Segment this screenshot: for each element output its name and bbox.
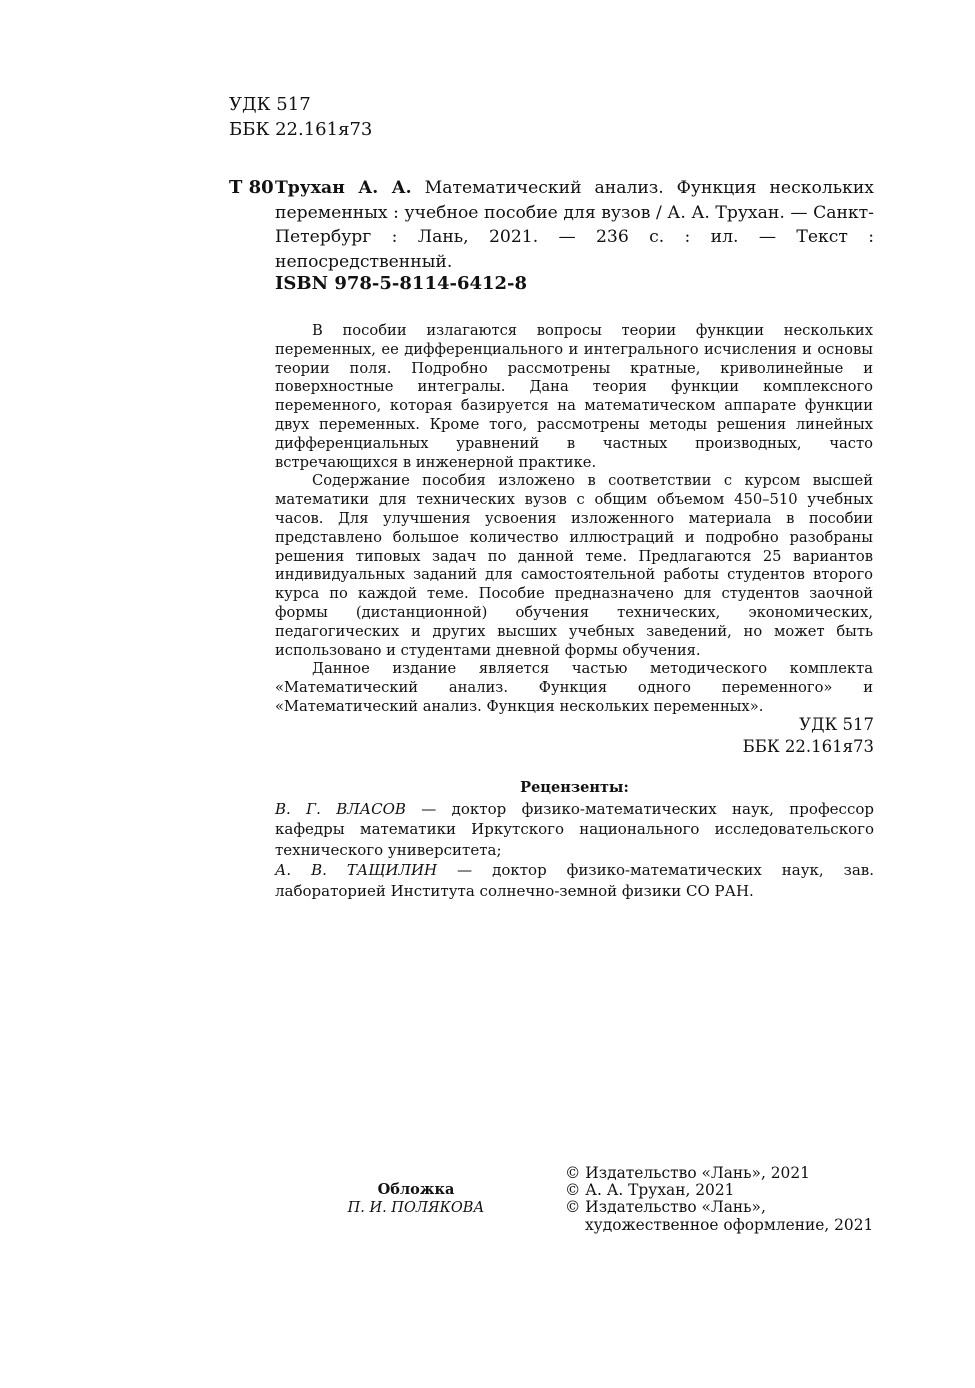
cover-artist: П. И. ПОЛЯКОВА [347, 1200, 485, 1216]
cover-title: Обложка [377, 1181, 455, 1198]
reviewer-name: В. Г. ВЛАСОВ [275, 799, 406, 818]
annotation-paragraph: В пособии излагаются вопросы теории функции нескольких переменных, ее дифференциального и интегрального исчисления и основы теории поля. Подробно рассмотрены кратные, криволинейные и поверхностные интегралы. Дана теория функции комплексного переменного, которая базируется на математическом аппарате функции двух переменных. Кроме того, рассмотрены методы решения линейных дифференциальных уравнений в частных производных, часто встречающихся в инженерной практике. [275, 322, 873, 471]
cover-credit [318, 1180, 514, 1218]
reviewer-item [275, 799, 874, 861]
catalog-description-text: Математический анализ. Функция нескольких переменных : учебное пособие для вузов / А. А. Трухан. — Санкт-Петербург : Лань, 2021. — 236 с. : ил. — Текст : непосредственный. [275, 178, 874, 272]
copyright-line: © А. А. Трухан, 2021 [565, 1181, 735, 1200]
udk-code: УДК 517 [229, 94, 311, 115]
reviewers-title: Рецензенты: [520, 779, 629, 796]
isbn: ISBN 978-5-8114-6412-8 [275, 273, 528, 294]
copyright-block [565, 1165, 873, 1234]
header-classification [229, 92, 372, 142]
annotation-paragraph: Данное издание является частью методического комплекта «Математический анализ. Функция одного переменного» и «Математический анализ. Функция нескольких переменных». [275, 660, 873, 715]
udk-code: УДК 517 [799, 715, 874, 734]
reviewer-item [275, 860, 874, 901]
author-sign: Т 80 [229, 177, 274, 198]
copyright-line: © Издательство «Лань», [565, 1198, 766, 1217]
copyright-line: © Издательство «Лань», 2021 [565, 1164, 810, 1182]
catalog-author: Трухан А. А. [275, 178, 412, 198]
bbk-code: ББК 22.161я73 [742, 737, 874, 756]
bbk-code: ББК 22.161я73 [229, 119, 373, 140]
reviewer-description: — доктор физико-математических наук, профессор кафедры математики Иркутского национального исследовательского технического университета; [275, 799, 874, 859]
catalog-description [275, 176, 874, 274]
reviewer-description: — доктор физико-математических наук, зав. лабораторией Института солнечно-земной физики СО РАН. [275, 861, 874, 900]
reviewer-name: А. В. ТАЩИЛИН [275, 861, 438, 879]
catalog-entry [229, 176, 874, 274]
annotation-paragraph: Содержание пособия изложено в соответствии с курсом высшей математики для технических вузов с общим объемом 450–510 учебных часов. Для улучшения усвоения изложенного материала в пособии представлено большое количество иллюстраций и подробно разобраны решения типовых задач по данной теме. Предлагаются 25 вариантов индивидуальных заданий для самостоятельной работы студентов второго курса по каждой теме. Пособие предназначено для студентов заочной формы (дистанционной) обучения технических, экономических, педагогических и других высших учебных заведений, но может быть использовано и студентами дневной формы обучения. [275, 472, 873, 659]
annotation [275, 322, 873, 717]
copyright-line: художественное оформление, 2021 [585, 1215, 874, 1234]
classification-codes [600, 714, 874, 758]
reviewers [275, 778, 874, 901]
